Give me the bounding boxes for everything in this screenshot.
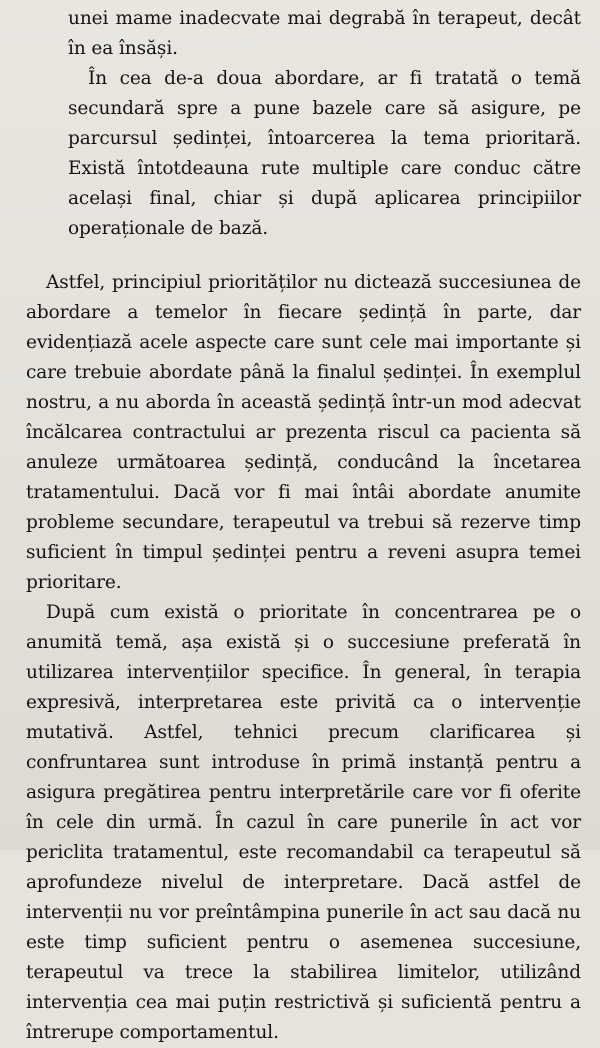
quoted-paragraph-1: unei mame inadecvate mai degrabă în terapeut, decât în ea însăși. [68,8,581,59]
quoted-paragraph-2: În cea de-a doua abordare, ar fi tratată o temă secundară spre a pune bazele care să asigure, pe parcursul ședinței, întoarcerea la tema prioritară. Există întotdeauna rute multiple care conduc către același final, chiar și după aplicarea principiilor operaționale de bază. [68,68,581,239]
body-paragraph-2: După cum există o prioritate în concentrarea pe o anumită temă, așa există și o succesiune preferată în utilizarea intervențiilor specifice. În general, în terapia expresivă, interpretarea este privită ca o intervenție mutativă. Astfel, tehnici precum clarificarea și confruntarea sunt introduse în primă instanță pentru a asigura pregătirea pentru interpretările care vor fi oferite în cele din urmă. În cazul în care punerile în act vor periclita tratamentul, este recomandabil ca terapeutul să aprofundeze nivelul de interpretare. Dacă astfel de intervenții nu vor preîntâmpina punerile în act sau dacă nu este timp suficient pentru o asemenea succesiune, terapeutul va trece la stabilirea limitelor, utilizând intervenția cea mai puțin restrictivă și suficientă pentru a întrerupe comportamentul. [26,602,581,1043]
body-paragraph-1: Astfel, principiul priorităților nu dictează succesiunea de abordare a temelor în fiecare ședință în parte, dar evidențiază acele aspecte care sunt cele mai importante și care trebuie abordate până la finalul ședinței. În exemplul nostru, a nu aborda în această ședință într-un mod adecvat încălcarea contractului ar prezenta riscul ca pacienta să anuleze următoarea ședință, conducând la încetarea tratamentului. Dacă vor fi mai întâi abordate anumite probleme secundare, terapeutul va trebui să rezerve timp suficient în timpul ședinței pentru a reveni asupra temei prioritare. [26,272,581,593]
page-text [26,4,581,1048]
quoted-block [26,4,581,244]
